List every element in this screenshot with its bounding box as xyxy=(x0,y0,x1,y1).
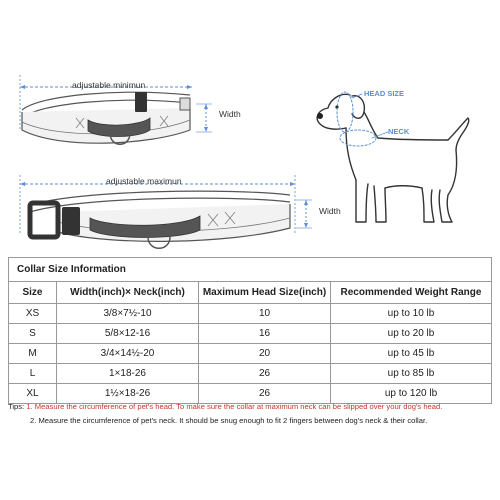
tip-line-1 xyxy=(8,400,498,414)
cell-size: L xyxy=(9,364,57,384)
cell-width-neck: 3/8×7½-10 xyxy=(57,304,199,324)
table-title: Collar Size Information xyxy=(9,258,492,282)
tip-1-number: 1. xyxy=(26,402,33,411)
header-max-head: Maximum Head Size(inch) xyxy=(199,282,331,304)
table-row xyxy=(9,364,492,384)
collar-size-table xyxy=(8,257,492,404)
neck-label: NECK xyxy=(388,127,410,136)
adjustable-minimum-label: adjustable minimun xyxy=(72,80,146,90)
cell-size: S xyxy=(9,324,57,344)
table-title-row xyxy=(9,258,492,282)
width-label-top: Width xyxy=(219,109,241,119)
header-width-neck: Width(inch)× Neck(inch) xyxy=(57,282,199,304)
cell-max-head: 26 xyxy=(199,384,331,404)
tips-section xyxy=(8,400,498,428)
tip-2-text: Measure the circumference of pet's neck. It should be snug enough to fit 2 fingers between dog's neck & their collar. xyxy=(38,416,428,425)
cell-size: XL xyxy=(9,384,57,404)
cell-max-head: 16 xyxy=(199,324,331,344)
table-row xyxy=(9,324,492,344)
tip-line-2 xyxy=(8,414,498,428)
cell-width-neck: 5/8×12-16 xyxy=(57,324,199,344)
head-size-label: HEAD SIZE xyxy=(364,89,405,98)
cell-weight: up to 85 lb xyxy=(331,364,492,384)
cell-max-head: 26 xyxy=(199,364,331,384)
tips-prefix: Tips: xyxy=(8,402,25,411)
cell-weight: up to 20 lb xyxy=(331,324,492,344)
table-header-row xyxy=(9,282,492,304)
cell-weight: up to 10 lb xyxy=(331,304,492,324)
cell-max-head: 10 xyxy=(199,304,331,324)
header-size: Size xyxy=(9,282,57,304)
cell-weight: up to 120 lb xyxy=(331,384,492,404)
adjustable-maximum-label: adjustable maximun xyxy=(106,176,182,186)
header-weight-range: Recommended Weight Range xyxy=(331,282,492,304)
cell-width-neck: 3/4×14½-20 xyxy=(57,344,199,364)
table-row xyxy=(9,304,492,324)
tip-1-text: Measure the circumference of pet's head. To make sure the collar at maximum neck can be slipped over your dog's head. xyxy=(34,402,443,411)
dog-illustration xyxy=(317,92,469,222)
table-row xyxy=(9,344,492,364)
cell-weight: up to 45 lb xyxy=(331,344,492,364)
tip-2-number: 2. xyxy=(30,416,37,425)
cell-size: XS xyxy=(9,304,57,324)
cell-width-neck: 1½×18-26 xyxy=(57,384,199,404)
cell-size: M xyxy=(9,344,57,364)
width-label-bottom: Width xyxy=(319,206,341,216)
cell-max-head: 20 xyxy=(199,344,331,364)
cell-width-neck: 1×18-26 xyxy=(57,364,199,384)
